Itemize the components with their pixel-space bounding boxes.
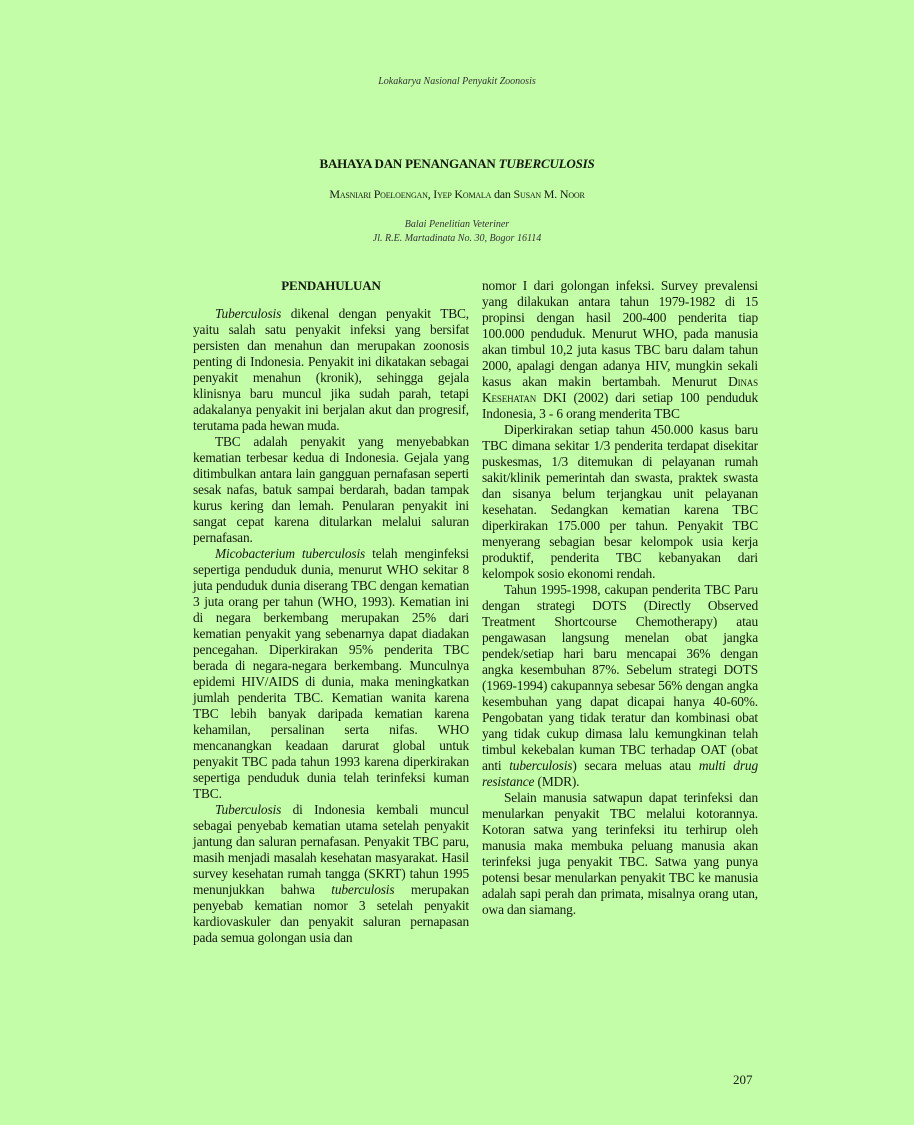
- paragraph-text: Diperkirakan setiap tahun 450.000 kasus baru TBC dimana sekitar 1/3 penderita terdapat disekitar puskesmas, 1/3 ditemukan di pelayanan rumah sakit/klinik pemerintah dan swasta, praktek swasta dan sisanya belum terjangkau unit pelayanan kesehatan. Sedangkan kematian karena TBC diperkirakan 175.000 per tahun. Penyakit TBC menyerang sebagian besar kelompok usia kerja produktif, penderita TBC kebanyakan dari kelompok sosio ekonomi rendah.: [482, 422, 758, 581]
- title-main: BAHAYA DAN PENANGANAN: [319, 156, 499, 171]
- body-paragraph: [482, 790, 758, 918]
- italic-text: tuberculosis: [331, 882, 395, 897]
- section-heading: PENDAHULUAN: [281, 278, 381, 293]
- paragraph-text: DKI (2002) dari setiap 100 penduduk Indonesia, 3 - 6 orang menderita TBC: [482, 390, 758, 421]
- paragraph-text: dikenal dengan penyakit TBC, yaitu salah satu penyakit infeksi yang bersifat persisten dan menahun dan merupakan zoonosis penting di Indonesia. Penyakit ini dikatakan sebagai penyakit menahun (kronik), sehingga gejala klinisnya baru muncul jika sudah parah, tetapi adakalanya penyakit ini berjalan akut dan progresif, terutama pada hewan muda.: [193, 306, 469, 433]
- running-header: Lokakarya Nasional Penyakit Zoonosis: [378, 76, 536, 87]
- italic-text: Micobacterium tuberculosis: [215, 546, 366, 561]
- italic-text: multi drug resistance: [482, 758, 758, 789]
- paragraph-text: (MDR).: [534, 774, 580, 789]
- paragraph-text: ) secara meluas atau: [572, 758, 699, 773]
- body-paragraph: [193, 546, 469, 802]
- italic-text: tuberculosis: [509, 758, 573, 773]
- body-paragraph: [482, 422, 758, 582]
- right-column-body: [482, 278, 758, 918]
- body-paragraph: [193, 434, 469, 546]
- paragraph-text: Selain manusia satwapun dapat terinfeksi dan menularkan penyakit TBC melalui kotorannya. Kotoran satwa yang terinfeksi itu terhirup oleh manusia maka membuka peluang manusia akan terinfeksi juga penyakit TBC. Satwa yang punya potensi besar menularkan penyakit TBC ke manusia adalah sapi perah dan primata, misalnya orang utan, owa dan siamang.: [482, 790, 758, 917]
- body-paragraph: [482, 278, 758, 422]
- italic-text: Tuberculosis: [215, 306, 282, 321]
- author-conjunction: dan: [491, 187, 514, 201]
- title-italic: TUBERCULOSIS: [498, 156, 595, 171]
- left-column: [193, 278, 469, 946]
- left-column-body: [193, 306, 469, 946]
- paragraph-text: TBC adalah penyakit yang menyebabkan kematian terbesar kedua di Indonesia. Gejala yang ditimbulkan antara lain gangguan pernafasan seperti sesak nafas, batuk sampai berdarah, badan tampak kurus kering dan lemah. Penularan penyakit ini sangat cepat karena ditularkan melalui saluran pernafasan.: [193, 434, 469, 545]
- affiliation-address: Jl. R.E. Martadinata No. 30, Bogor 16114: [372, 233, 542, 244]
- body-paragraph: [482, 582, 758, 790]
- body-paragraph: [193, 306, 469, 434]
- paragraph-text: nomor I dari golongan infeksi. Survey prevalensi yang dilakukan antara tahun 1979-1982 di 15 propinsi dengan hasil 200-400 penderita tiap 100.000 penduduk. Menurut WHO, pada manusia akan timbul 10,2 juta kasus TBC baru dalam tahun 2000, apalagi dengan adanya HIV, mungkin sekali kasus akan makin bertambah. Menurut: [482, 278, 758, 389]
- body-paragraph: [193, 802, 469, 946]
- right-column: [482, 278, 758, 918]
- small-caps-text: Dinas Kesehatan: [482, 374, 758, 405]
- article-title: [0, 156, 914, 172]
- authors: [0, 187, 914, 202]
- paragraph-text: di Indonesia kembali muncul sebagai penyebab kematian utama setelah penyakit jantung dan saluran pernafasan. Penyakit TBC paru, masih menjadi masalah kesehatan masyarakat. Hasil survey kesehatan rumah tangga (SKRT) tahun 1995 menunjukkan bahwa: [193, 802, 469, 897]
- affiliation: [0, 218, 914, 246]
- paragraph-text: telah menginfeksi sepertiga penduduk dunia, menurut WHO sekitar 8 juta penduduk dunia diserang TBC dengan kematian 3 juta orang per tahun (WHO, 1993). Kematian ini di negara berkembang merupakan 25% dari kematian penyakit yang sebenarnya dapat diadakan pencegahan. Diperkirakan 95% penderita TBC berada di negara-negara berkembang. Munculnya epidemi HIV/AIDS di dunia, maka meningkatkan jumlah penderita TBC. Kematian wanita karena TBC lebih banyak daripada kematian karena kehamilan, persalinan serta nifas. WHO mencanangkan keadaan darurat global untuk penyakit TBC pada tahun 1993 karena diperkirakan sepertiga penduduk dunia telah terinfeksi kuman TBC.: [193, 546, 469, 801]
- page-number: 207: [733, 1072, 753, 1087]
- paragraph-text: Tahun 1995-1998, cakupan penderita TBC Paru dengan strategi DOTS (Directly Observed Treatment Shortcourse Chemotherapy) atau pengawasan langsung menelan obat jangka pendek/setiap hari baru mencapai 36% dengan angka kesembuhan 87%. Sebelum strategi DOTS (1969-1994) cakupannya sebesar 56% dengan angka kesembuhan yang dapat dicapai hanya 40-60%. Pengobatan yang tidak teratur dan kombinasi obat yang tidak cukup dimasa lalu kemungkinan telah timbul kekebalan kuman TBC terhadap OAT (obat anti: [482, 582, 758, 773]
- italic-text: Tuberculosis: [215, 802, 282, 817]
- paragraph-text: merupakan penyebab kematian nomor 3 setelah penyakit kardiovaskuler dan penyakit saluran pernapasan pada semua golongan usia dan: [193, 882, 469, 945]
- affiliation-institution: Balai Penelitian Veteriner: [404, 219, 510, 230]
- author-group-2: Susan M. Noor: [513, 187, 585, 201]
- author-group-1: Masniari Poeloengan, Iyep Komala: [329, 187, 492, 201]
